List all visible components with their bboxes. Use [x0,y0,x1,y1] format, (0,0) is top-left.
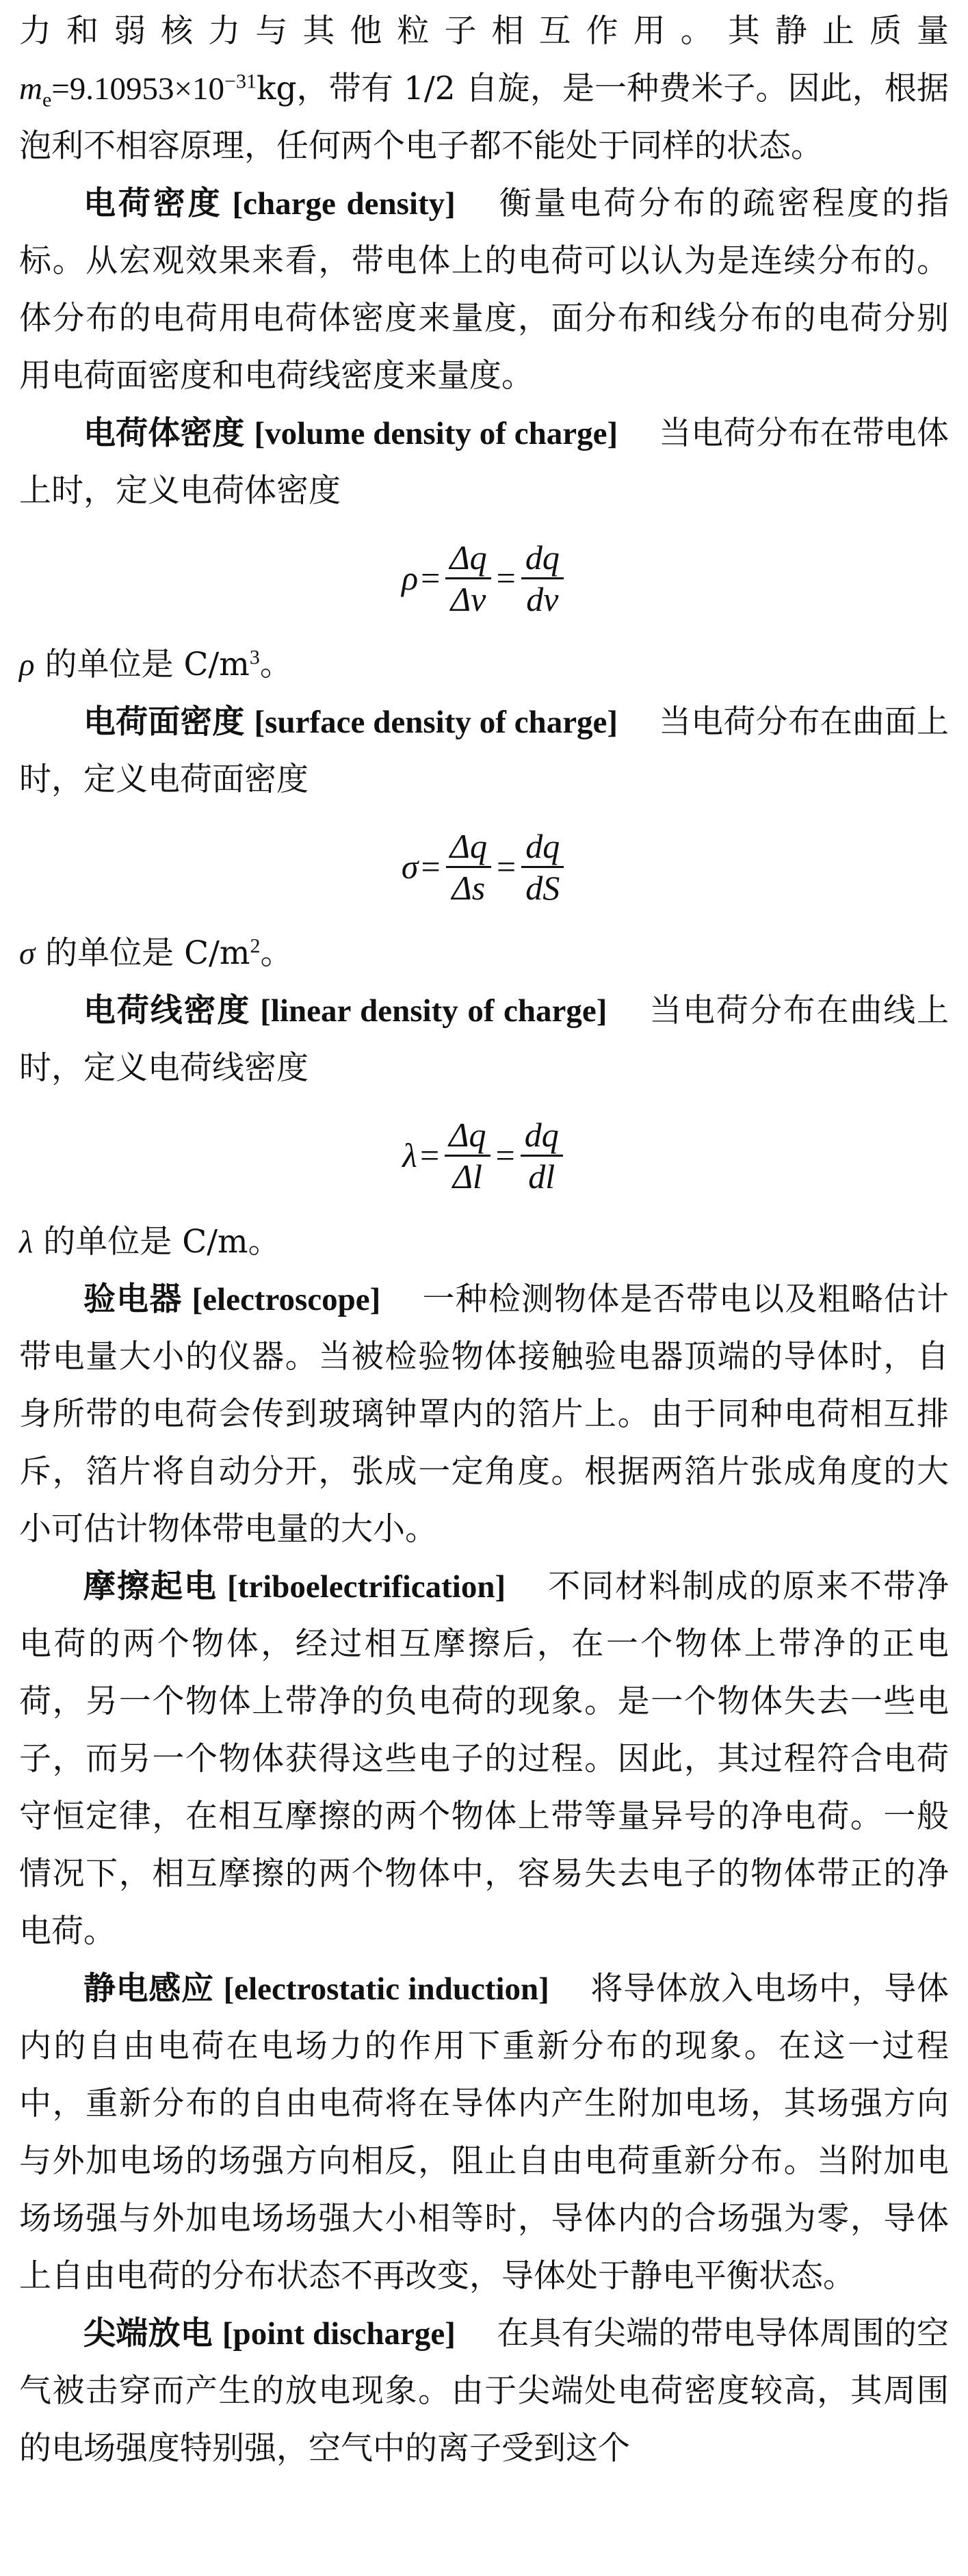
term-english: [triboelectrification] [226,1569,506,1605]
term-heading: 电荷线密度 [83,992,251,1029]
formula-volume-density: ρ = $\frac{\Delta q}{\Delta v}$ = $\frac{dq}{dv}$ [19,520,949,636]
entry-linear-density [19,982,949,1097]
formula-linear-density: λ = $\frac{\Delta q}{\Delta l}$ = $\frac{dq}{dl}$ [19,1097,949,1213]
formula-lhs: λ [402,1136,417,1174]
entry-volume-density [19,405,949,520]
term-heading: 静电感应 [83,1970,214,2008]
entry-electroscope [19,1271,949,1558]
term-heading: 尖端放电 [83,2315,213,2352]
term-heading: 电荷密度 [83,185,223,222]
entry-point-discharge [19,2305,949,2478]
entry-charge-density [19,175,949,405]
term-heading: 验电器 [83,1280,183,1318]
unit-volume-density: ρ 的单位是 $C/m^3$。 [19,646,292,683]
entry-triboelectrification [19,1558,949,1960]
intro-paragraph [19,3,949,175]
fraction: $\frac{\Delta q}{\Delta s}$ [446,826,491,908]
term-heading: 电荷体密度 [83,415,245,452]
term-english: [surface density of charge] [254,705,618,740]
electron-mass-symbol: m [19,71,42,107]
unit-linear-density: λ 的单位是 C/m。 [19,1223,280,1261]
fraction: $\frac{dq}{dv}$ [521,538,564,619]
term-definition: 当电荷分布在带电体上时，定义电荷体密度 [19,415,950,510]
entry-surface-density [19,694,949,809]
term-definition: 当电荷分布在曲面上时，定义电荷面密度 [19,703,950,798]
formula-lhs: σ [401,847,419,886]
fraction: $\frac{\Delta q}{\Delta v}$ [445,538,490,619]
term-definition: 在具有尖端的带电导体周围的空气被击穿而产生的放电现象。由于尖端处电荷密度较高，其周围的电场强度特别强，空气中的离子受到这个 [19,2315,950,2467]
term-heading: 电荷面密度 [83,703,245,741]
term-english: [point discharge] [222,2316,456,2352]
term-heading: 摩擦起电 [83,1568,218,1605]
unit-surface-density: σ 的单位是 $C/m^2$。 [19,934,293,972]
term-definition: 不同材料制成的原来不带净电荷的两个物体，经过相互摩擦后，在一个物体上带净的正电荷，另一个物体上带净的负电荷的现象。是一个物体失去一些电子，而另一个物体获得这些电子的过程。因此，其过程符合电荷守恒定律，在相互摩擦的两个物体上带等量异号的净电荷。一般情况下，相互摩擦的两个物体中，容易失去电子的物体带正的净电荷。 [19,1568,950,1950]
term-definition: 衡量电荷分布的疏密程度的指标。从宏观效果来看，带电体上的电荷可以认为是连续分布的。体分布的电荷用电荷体密度来量度，面分布和线分布的电荷分别用电荷面密度和电荷线密度来量度。 [19,185,950,395]
fraction: $\frac{dq}{dl}$ [521,1115,563,1196]
term-english: [charge density] [232,186,456,222]
term-definition: 当电荷分布在曲线上时，定义电荷线密度 [19,992,950,1087]
formula-surface-density: σ = $\frac{\Delta q}{\Delta s}$ = $\frac{dq}{dS}$ [19,809,949,925]
term-english: [electrostatic induction] [223,1971,549,2007]
term-english: [linear density of charge] [260,993,607,1029]
intro-text: 力和弱核力与其他粒子相互作用。其静止质量 [19,12,949,50]
fraction: $\frac{\Delta q}{\Delta l}$ [445,1115,490,1196]
term-definition: 一种检测物体是否带电以及粗略估计带电量大小的仪器。当被检验物体接触验电器顶端的导体时，自身所带的电荷会传到玻璃钟罩内的箔片上。由于同种电荷相互排斥，箔片将自动分开，张成一定角度。根据两箔片张成角度的大小可估计物体带电量的大小。 [19,1280,950,1548]
entry-electrostatic-induction [19,1960,949,2305]
fraction: $\frac{dq}{dS}$ [521,826,564,908]
formula-lhs: ρ [402,559,419,597]
electron-mass-exponent: −31 [224,70,257,93]
term-definition: 将导体放入电场中，导体内的自由电荷在电场力的作用下重新分布的现象。在这一过程中，重新分布的自由电荷将在导体内产生附加电场，其场强方向与外加电场的场强方向相反，阻止自由电荷重新分布。当附加电场场强与外加电场场强大小相等时，导体内的合场强为零，导体上自由电荷的分布状态不再改变，导体处于静电平衡状态。 [19,1970,950,2295]
term-english: [electroscope] [192,1282,381,1317]
electron-mass-subscript: e [42,88,52,111]
electron-mass-value: =9.10953×10 [51,71,225,107]
term-english: [volume density of charge] [254,416,618,451]
intro-text-rest: kg，带有 1/2 自旋，是一种费米子。因此，根据泡利不相容原理，任何两个电子都不能处于同样的状态。 [19,70,949,165]
